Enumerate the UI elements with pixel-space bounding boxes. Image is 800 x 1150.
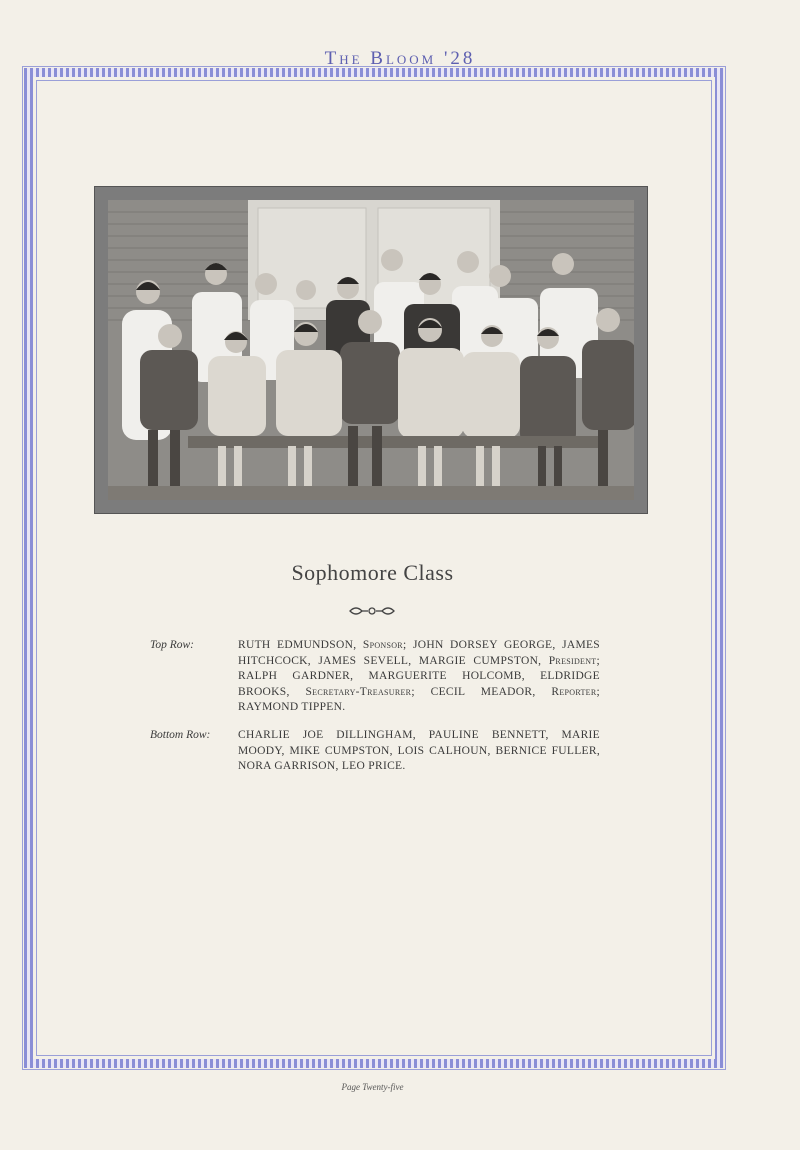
class-photo-illustration [108,200,634,500]
page-header-title: The Bloom '28 [324,48,476,69]
class-photo [108,200,634,500]
ornament-divider-icon [348,604,396,618]
roster-bottom-row [150,728,600,775]
row-names-bottom: CHARLIE JOE DILLINGHAM, PAULINE BENNETT, MARIE MOODY, MIKE CUMPSTON, LOIS CALHOUN, BERNICE FULLER, NORA GARRISON, LEO PRICE. [238,729,600,772]
row-label-top: Top Row: [150,639,194,651]
roster-top-row [150,638,600,716]
row-label-bottom: Bottom Row: [150,729,211,741]
page-number: Page Twenty-five [341,1082,404,1092]
row-names-top: RUTH EDMUNDSON, Sponsor; JOHN DORSEY GEORGE, JAMES HITCHCOCK, JAMES SEVELL, MARGIE CUMPSTON, President; RALPH GARDNER, MARGUERITE HOLCOMB, ELDRIDGE BROOKS, Secretary-Treasurer; CECIL MEADOR, Reporter; RAYMOND TIPPEN. [238,639,600,713]
class-photo-frame [94,186,648,514]
class-title: Sophomore Class [291,560,454,585]
